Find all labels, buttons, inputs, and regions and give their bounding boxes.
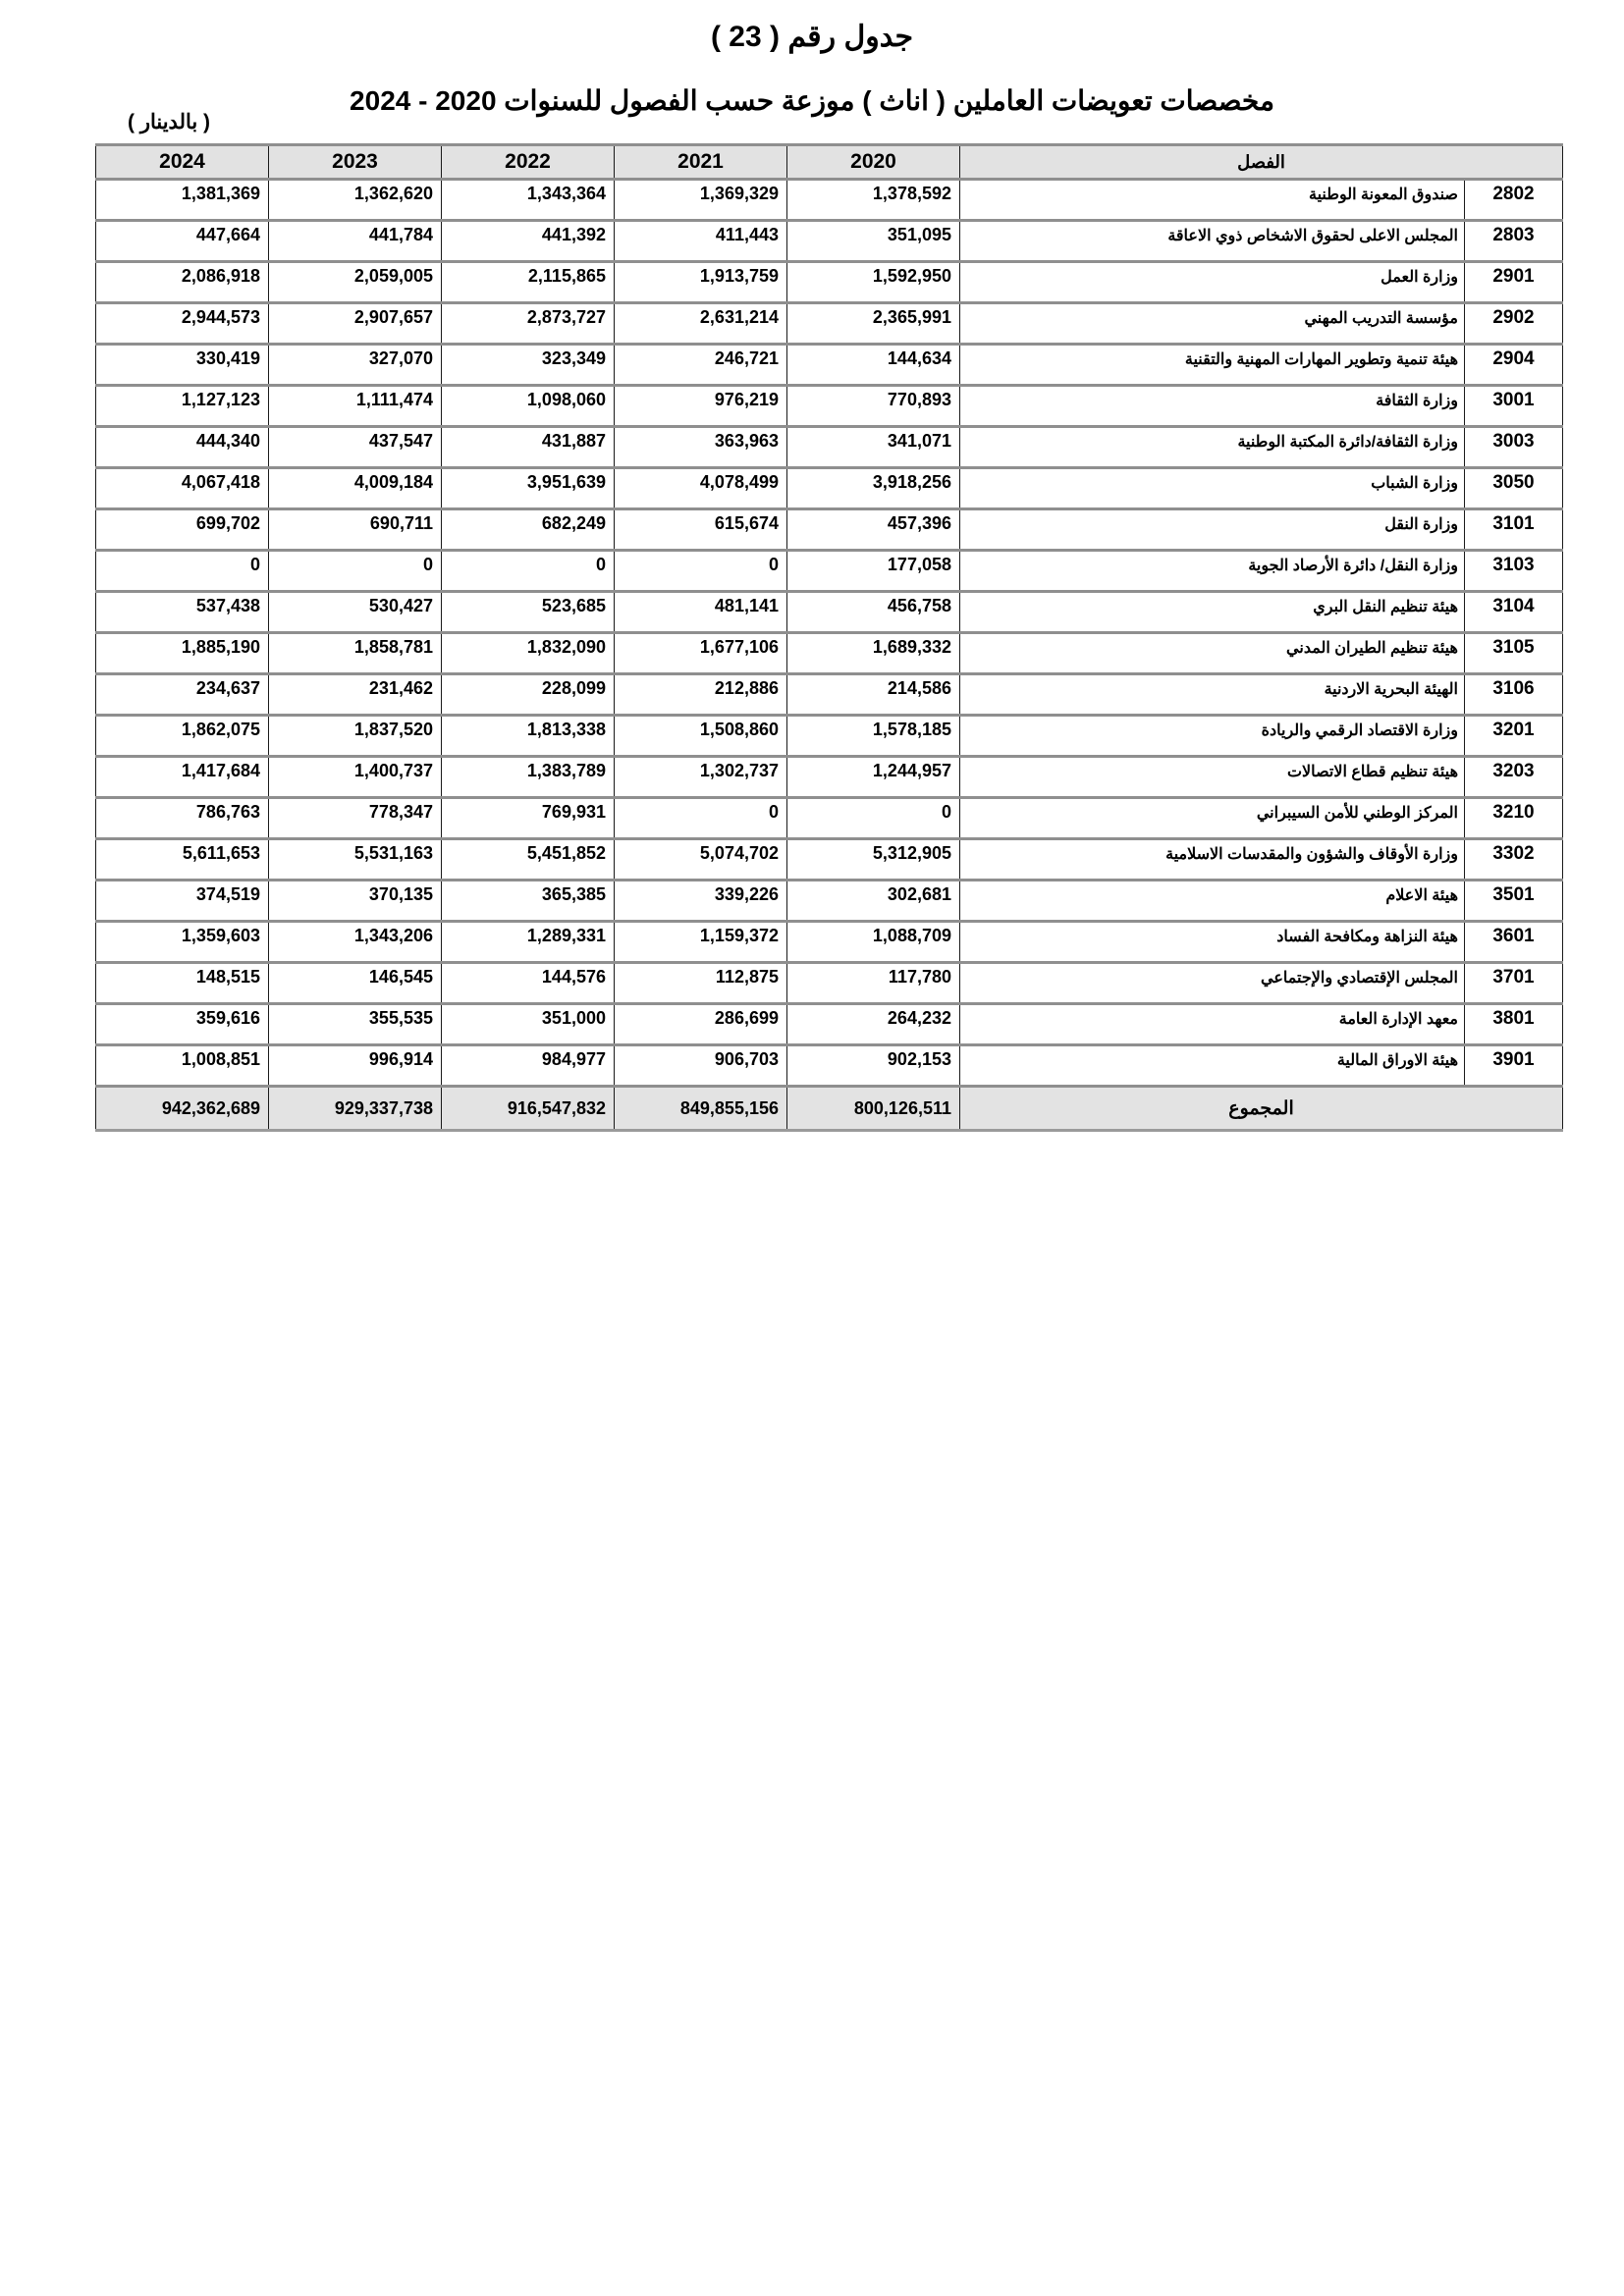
value-2023: 437,547 xyxy=(269,427,442,468)
value-2021: 1,369,329 xyxy=(615,180,787,221)
value-2022: 984,977 xyxy=(442,1045,615,1087)
value-2023: 370,135 xyxy=(269,881,442,922)
chapter-name: وزارة الثقافة/دائرة المكتبة الوطنية xyxy=(960,427,1465,468)
compensation-allocations-table xyxy=(95,143,1563,1132)
table-row xyxy=(96,468,1563,509)
table-row xyxy=(96,963,1563,1004)
value-2020: 177,058 xyxy=(787,551,960,592)
value-2021: 2,631,214 xyxy=(615,303,787,345)
table-row xyxy=(96,345,1563,386)
value-2022: 431,887 xyxy=(442,427,615,468)
value-2021: 246,721 xyxy=(615,345,787,386)
value-2020: 144,634 xyxy=(787,345,960,386)
chapter-name: هيئة تنظيم الطيران المدني xyxy=(960,633,1465,674)
year-header-2021: 2021 xyxy=(615,145,787,180)
chapter-name: وزارة الثقافة xyxy=(960,386,1465,427)
chapter-name: مؤسسة التدريب المهني xyxy=(960,303,1465,345)
value-2020: 351,095 xyxy=(787,221,960,262)
chapter-name: وزارة الاقتصاد الرقمي والريادة xyxy=(960,716,1465,757)
table-row xyxy=(96,551,1563,592)
chapter-code: 2902 xyxy=(1465,303,1563,345)
table-row xyxy=(96,592,1563,633)
value-2020: 0 xyxy=(787,798,960,839)
value-2023: 690,711 xyxy=(269,509,442,551)
value-2023: 1,400,737 xyxy=(269,757,442,798)
table-row xyxy=(96,922,1563,963)
value-2021: 4,078,499 xyxy=(615,468,787,509)
value-2022: 1,383,789 xyxy=(442,757,615,798)
value-2020: 3,918,256 xyxy=(787,468,960,509)
value-2021: 615,674 xyxy=(615,509,787,551)
chapter-name: هيئة تنظيم قطاع الاتصالات xyxy=(960,757,1465,798)
value-2022: 1,813,338 xyxy=(442,716,615,757)
chapter-name: المجلس الاعلى لحقوق الاشخاص ذوي الاعاقة xyxy=(960,221,1465,262)
value-2022: 323,349 xyxy=(442,345,615,386)
value-2022: 0 xyxy=(442,551,615,592)
value-2021: 112,875 xyxy=(615,963,787,1004)
value-2020: 5,312,905 xyxy=(787,839,960,881)
value-2021: 411,443 xyxy=(615,221,787,262)
year-header-2022: 2022 xyxy=(442,145,615,180)
chapter-name: هيئة تنظيم النقل البري xyxy=(960,592,1465,633)
total-value-2022: 916,547,832 xyxy=(442,1087,615,1131)
value-2022: 228,099 xyxy=(442,674,615,716)
value-2022: 769,931 xyxy=(442,798,615,839)
value-2023: 327,070 xyxy=(269,345,442,386)
chapter-code: 3050 xyxy=(1465,468,1563,509)
value-2023: 2,907,657 xyxy=(269,303,442,345)
table-row xyxy=(96,1045,1563,1087)
chapter-name: الهيئة البحرية الاردنية xyxy=(960,674,1465,716)
value-2024: 1,417,684 xyxy=(96,757,269,798)
value-2024: 699,702 xyxy=(96,509,269,551)
chapter-name: المجلس الإقتصادي والإجتماعي xyxy=(960,963,1465,1004)
table-row xyxy=(96,509,1563,551)
value-2022: 682,249 xyxy=(442,509,615,551)
value-2023: 778,347 xyxy=(269,798,442,839)
table-number-title: جدول رقم ( 23 ) xyxy=(710,21,914,53)
chapter-code: 3601 xyxy=(1465,922,1563,963)
value-2024: 1,359,603 xyxy=(96,922,269,963)
value-2024: 1,008,851 xyxy=(96,1045,269,1087)
value-2024: 148,515 xyxy=(96,963,269,1004)
chapter-code: 3106 xyxy=(1465,674,1563,716)
value-2023: 1,858,781 xyxy=(269,633,442,674)
value-2023: 5,531,163 xyxy=(269,839,442,881)
table-row xyxy=(96,427,1563,468)
total-value-2020: 800,126,511 xyxy=(787,1087,960,1131)
currency-unit-label: ( بالدينار ) xyxy=(128,111,211,133)
value-2023: 146,545 xyxy=(269,963,442,1004)
value-2024: 0 xyxy=(96,551,269,592)
chapter-column-header: الفصل xyxy=(960,145,1563,180)
year-header-2020: 2020 xyxy=(787,145,960,180)
value-2022: 3,951,639 xyxy=(442,468,615,509)
value-2024: 330,419 xyxy=(96,345,269,386)
chapter-name: المركز الوطني للأمن السيبراني xyxy=(960,798,1465,839)
table-row xyxy=(96,386,1563,427)
value-2021: 212,886 xyxy=(615,674,787,716)
chapter-code: 2901 xyxy=(1465,262,1563,303)
chapter-code: 3901 xyxy=(1465,1045,1563,1087)
value-2023: 2,059,005 xyxy=(269,262,442,303)
chapter-code: 3104 xyxy=(1465,592,1563,633)
chapter-code: 3701 xyxy=(1465,963,1563,1004)
chapter-code: 2802 xyxy=(1465,180,1563,221)
chapter-name: وزارة النقل xyxy=(960,509,1465,551)
value-2021: 0 xyxy=(615,798,787,839)
value-2022: 1,098,060 xyxy=(442,386,615,427)
chapter-name: وزارة الشباب xyxy=(960,468,1465,509)
year-header-2023: 2023 xyxy=(269,145,442,180)
value-2023: 441,784 xyxy=(269,221,442,262)
value-2023: 0 xyxy=(269,551,442,592)
value-2021: 976,219 xyxy=(615,386,787,427)
value-2021: 286,699 xyxy=(615,1004,787,1045)
chapter-name: وزارة النقل/ دائرة الأرصاد الجوية xyxy=(960,551,1465,592)
table-row xyxy=(96,881,1563,922)
value-2022: 441,392 xyxy=(442,221,615,262)
chapter-code: 2904 xyxy=(1465,345,1563,386)
value-2024: 1,885,190 xyxy=(96,633,269,674)
value-2024: 786,763 xyxy=(96,798,269,839)
value-2022: 351,000 xyxy=(442,1004,615,1045)
value-2024: 1,381,369 xyxy=(96,180,269,221)
total-value-2024: 942,362,689 xyxy=(96,1087,269,1131)
value-2020: 302,681 xyxy=(787,881,960,922)
table-row xyxy=(96,674,1563,716)
total-label: المجموع xyxy=(960,1087,1563,1131)
table-row xyxy=(96,221,1563,262)
value-2024: 1,127,123 xyxy=(96,386,269,427)
chapter-name: هيئة النزاهة ومكافحة الفساد xyxy=(960,922,1465,963)
chapter-code: 3210 xyxy=(1465,798,1563,839)
value-2021: 481,141 xyxy=(615,592,787,633)
chapter-code: 3302 xyxy=(1465,839,1563,881)
table-row xyxy=(96,839,1563,881)
value-2020: 456,758 xyxy=(787,592,960,633)
value-2020: 1,378,592 xyxy=(787,180,960,221)
value-2024: 5,611,653 xyxy=(96,839,269,881)
value-2020: 214,586 xyxy=(787,674,960,716)
value-2022: 1,343,364 xyxy=(442,180,615,221)
table-row xyxy=(96,180,1563,221)
chapter-code: 3203 xyxy=(1465,757,1563,798)
table-row xyxy=(96,798,1563,839)
table-row xyxy=(96,303,1563,345)
value-2024: 4,067,418 xyxy=(96,468,269,509)
chapter-code: 3201 xyxy=(1465,716,1563,757)
value-2020: 341,071 xyxy=(787,427,960,468)
table-row xyxy=(96,716,1563,757)
chapter-code: 3801 xyxy=(1465,1004,1563,1045)
value-2020: 1,592,950 xyxy=(787,262,960,303)
value-2020: 1,088,709 xyxy=(787,922,960,963)
value-2020: 1,689,332 xyxy=(787,633,960,674)
value-2023: 530,427 xyxy=(269,592,442,633)
chapter-name: هيئة الاعلام xyxy=(960,881,1465,922)
table-subtitle: مخصصات تعويضات العاملين ( اناث ) موزعة حسب الفصول للسنوات 2020 - 2024 xyxy=(350,85,1274,116)
chapter-name: وزارة الأوقاف والشؤون والمقدسات الاسلامية xyxy=(960,839,1465,881)
value-2020: 264,232 xyxy=(787,1004,960,1045)
chapter-name: صندوق المعونة الوطنية xyxy=(960,180,1465,221)
value-2021: 1,508,860 xyxy=(615,716,787,757)
chapter-name: معهد الإدارة العامة xyxy=(960,1004,1465,1045)
value-2020: 1,244,957 xyxy=(787,757,960,798)
value-2024: 2,944,573 xyxy=(96,303,269,345)
value-2020: 117,780 xyxy=(787,963,960,1004)
value-2024: 234,637 xyxy=(96,674,269,716)
value-2021: 0 xyxy=(615,551,787,592)
chapter-code: 3501 xyxy=(1465,881,1563,922)
table-row xyxy=(96,262,1563,303)
year-header-2024: 2024 xyxy=(96,145,269,180)
value-2021: 1,913,759 xyxy=(615,262,787,303)
chapter-code: 3001 xyxy=(1465,386,1563,427)
table-row xyxy=(96,1004,1563,1045)
value-2024: 374,519 xyxy=(96,881,269,922)
chapter-code: 3103 xyxy=(1465,551,1563,592)
chapter-code: 3105 xyxy=(1465,633,1563,674)
value-2022: 1,832,090 xyxy=(442,633,615,674)
chapter-code: 2803 xyxy=(1465,221,1563,262)
value-2024: 444,340 xyxy=(96,427,269,468)
value-2021: 1,302,737 xyxy=(615,757,787,798)
value-2022: 5,451,852 xyxy=(442,839,615,881)
total-value-2021: 849,855,156 xyxy=(615,1087,787,1131)
value-2024: 2,086,918 xyxy=(96,262,269,303)
value-2023: 1,837,520 xyxy=(269,716,442,757)
value-2021: 1,677,106 xyxy=(615,633,787,674)
table-row xyxy=(96,633,1563,674)
value-2020: 902,153 xyxy=(787,1045,960,1087)
value-2020: 770,893 xyxy=(787,386,960,427)
header-row xyxy=(96,145,1563,180)
chapter-name: وزارة العمل xyxy=(960,262,1465,303)
value-2022: 2,115,865 xyxy=(442,262,615,303)
value-2023: 1,343,206 xyxy=(269,922,442,963)
value-2021: 5,074,702 xyxy=(615,839,787,881)
chapter-code: 3003 xyxy=(1465,427,1563,468)
value-2021: 1,159,372 xyxy=(615,922,787,963)
value-2021: 906,703 xyxy=(615,1045,787,1087)
value-2021: 363,963 xyxy=(615,427,787,468)
chapter-name: هيئة تنمية وتطوير المهارات المهنية والتقنية xyxy=(960,345,1465,386)
value-2022: 2,873,727 xyxy=(442,303,615,345)
total-row xyxy=(96,1087,1563,1131)
value-2020: 457,396 xyxy=(787,509,960,551)
value-2022: 144,576 xyxy=(442,963,615,1004)
chapter-code: 3101 xyxy=(1465,509,1563,551)
value-2023: 4,009,184 xyxy=(269,468,442,509)
value-2023: 1,111,474 xyxy=(269,386,442,427)
total-value-2023: 929,337,738 xyxy=(269,1087,442,1131)
value-2021: 339,226 xyxy=(615,881,787,922)
value-2023: 355,535 xyxy=(269,1004,442,1045)
value-2024: 537,438 xyxy=(96,592,269,633)
value-2022: 365,385 xyxy=(442,881,615,922)
value-2020: 2,365,991 xyxy=(787,303,960,345)
value-2023: 996,914 xyxy=(269,1045,442,1087)
value-2024: 359,616 xyxy=(96,1004,269,1045)
value-2020: 1,578,185 xyxy=(787,716,960,757)
table-row xyxy=(96,757,1563,798)
value-2024: 447,664 xyxy=(96,221,269,262)
value-2022: 523,685 xyxy=(442,592,615,633)
chapter-name: هيئة الاوراق المالية xyxy=(960,1045,1465,1087)
value-2023: 231,462 xyxy=(269,674,442,716)
value-2024: 1,862,075 xyxy=(96,716,269,757)
value-2023: 1,362,620 xyxy=(269,180,442,221)
value-2022: 1,289,331 xyxy=(442,922,615,963)
